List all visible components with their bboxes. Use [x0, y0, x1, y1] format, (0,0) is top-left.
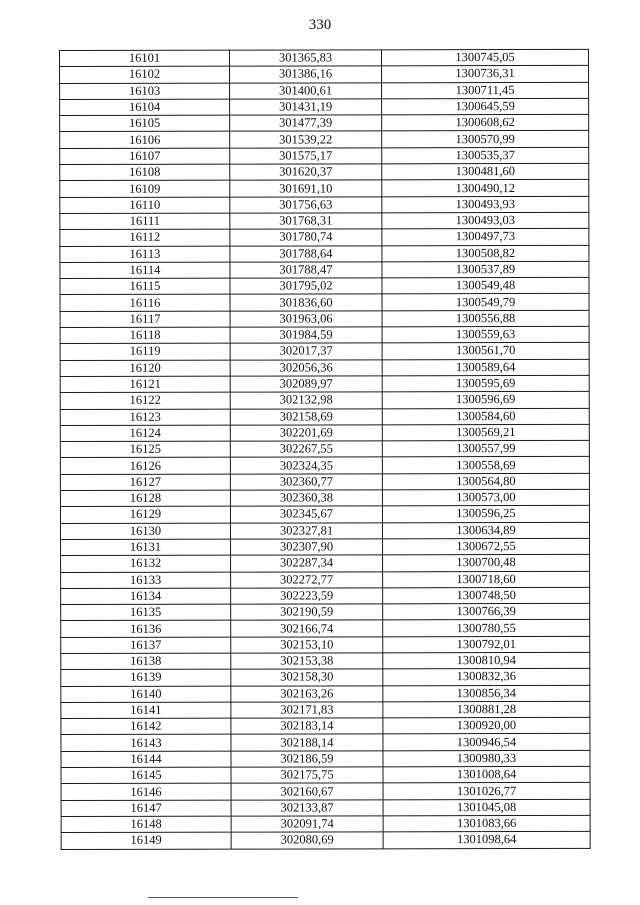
point-number-cell: 16134 — [61, 588, 231, 605]
y-coordinate-cell: 1300920,00 — [383, 718, 590, 735]
table-row — [61, 538, 590, 555]
y-coordinate-cell: 1300881,28 — [383, 701, 590, 718]
table-row — [60, 473, 589, 490]
y-coordinate-cell: 1300718,60 — [383, 571, 590, 588]
point-number-cell: 16143 — [61, 735, 231, 752]
x-coordinate-cell: 301400,61 — [230, 82, 382, 99]
table-row — [60, 359, 589, 376]
x-coordinate-cell: 302160,67 — [231, 783, 383, 800]
point-number-cell: 16103 — [60, 83, 230, 100]
table-row — [61, 636, 590, 653]
y-coordinate-cell: 1301083,66 — [383, 815, 590, 832]
y-coordinate-cell: 1300810,94 — [383, 652, 590, 669]
y-coordinate-cell: 1300634,89 — [382, 522, 589, 539]
x-coordinate-cell: 302360,38 — [230, 490, 382, 507]
x-coordinate-cell: 301575,17 — [230, 148, 382, 165]
x-coordinate-cell: 302360,77 — [230, 474, 382, 491]
y-coordinate-cell: 1300780,55 — [383, 620, 590, 637]
y-coordinate-cell: 1300946,54 — [383, 734, 590, 751]
table-row — [61, 685, 590, 702]
table-row — [60, 441, 589, 458]
x-coordinate-cell: 301788,64 — [230, 245, 382, 262]
point-number-cell: 16105 — [60, 115, 230, 132]
x-coordinate-cell: 301756,63 — [230, 196, 382, 213]
y-coordinate-cell: 1300672,55 — [383, 538, 590, 555]
y-coordinate-cell: 1300596,25 — [382, 506, 589, 523]
point-number-cell: 16117 — [60, 311, 230, 328]
table-row — [60, 180, 589, 197]
x-coordinate-cell: 302267,55 — [230, 441, 382, 458]
x-coordinate-cell: 302163,26 — [231, 685, 383, 702]
y-coordinate-cell: 1300608,62 — [382, 115, 589, 132]
y-coordinate-cell: 1300595,69 — [382, 375, 589, 392]
y-coordinate-cell: 1300573,00 — [382, 489, 589, 506]
table-row — [60, 49, 589, 66]
y-coordinate-cell: 1300645,59 — [382, 98, 589, 115]
x-coordinate-cell: 301795,02 — [230, 278, 382, 295]
y-coordinate-cell: 1300766,39 — [383, 603, 590, 620]
x-coordinate-cell: 302186,59 — [231, 751, 383, 768]
coordinates-table-body — [60, 49, 591, 849]
y-coordinate-cell: 1300980,33 — [383, 750, 590, 767]
y-coordinate-cell: 1300856,34 — [383, 685, 590, 702]
table-row — [60, 424, 589, 441]
x-coordinate-cell: 302324,35 — [230, 457, 382, 474]
table-row — [60, 66, 589, 83]
x-coordinate-cell: 301780,74 — [230, 229, 382, 246]
table-row — [61, 652, 590, 669]
table-row — [61, 587, 590, 604]
x-coordinate-cell: 302153,38 — [231, 653, 383, 670]
y-coordinate-cell: 1301026,77 — [383, 783, 590, 800]
point-number-cell: 16111 — [60, 213, 230, 230]
y-coordinate-cell: 1300481,60 — [382, 163, 589, 180]
table-row — [60, 82, 589, 99]
point-number-cell: 16131 — [61, 539, 231, 556]
x-coordinate-cell: 302171,83 — [231, 702, 383, 719]
y-coordinate-cell: 1301008,64 — [383, 766, 590, 783]
table-row — [60, 343, 589, 360]
y-coordinate-cell: 1300497,73 — [382, 229, 589, 246]
table-row — [61, 620, 590, 637]
point-number-cell: 16125 — [60, 441, 230, 458]
x-coordinate-cell: 301836,60 — [230, 294, 382, 311]
y-coordinate-cell: 1300490,12 — [382, 180, 589, 197]
point-number-cell: 16102 — [60, 66, 230, 83]
x-coordinate-cell: 302133,87 — [231, 799, 383, 816]
point-number-cell: 16138 — [61, 653, 231, 670]
table-row — [60, 310, 589, 327]
point-number-cell: 16132 — [61, 555, 231, 572]
point-number-cell: 16148 — [61, 816, 231, 833]
y-coordinate-cell: 1300549,48 — [382, 278, 589, 295]
table-row — [61, 766, 590, 783]
point-number-cell: 16123 — [60, 409, 230, 426]
table-row — [60, 375, 589, 392]
point-number-cell: 16107 — [60, 148, 230, 165]
point-number-cell: 16130 — [60, 523, 230, 540]
y-coordinate-cell: 1300537,89 — [382, 261, 589, 278]
x-coordinate-cell: 302153,10 — [231, 637, 383, 654]
point-number-cell: 16149 — [61, 832, 231, 849]
table-row — [60, 229, 589, 246]
point-number-cell: 16109 — [60, 181, 230, 198]
point-number-cell: 16127 — [60, 474, 230, 491]
x-coordinate-cell: 302272,77 — [231, 571, 383, 588]
x-coordinate-cell: 302158,30 — [231, 669, 383, 686]
y-coordinate-cell: 1300748,50 — [383, 587, 590, 604]
table-row — [61, 799, 590, 816]
x-coordinate-cell: 302132,98 — [230, 392, 382, 409]
x-coordinate-cell: 302089,97 — [230, 376, 382, 393]
y-coordinate-cell: 1300584,60 — [382, 408, 589, 425]
table-row — [61, 750, 590, 767]
table-row — [61, 783, 590, 800]
point-number-cell: 16118 — [60, 327, 230, 344]
point-number-cell: 16137 — [61, 637, 231, 654]
point-number-cell: 16104 — [60, 99, 230, 116]
coordinates-table — [59, 49, 591, 850]
x-coordinate-cell: 302190,59 — [231, 604, 383, 621]
point-number-cell: 16135 — [61, 604, 231, 621]
table-row — [61, 718, 590, 735]
table-row — [60, 506, 589, 523]
y-coordinate-cell: 1300493,93 — [382, 196, 589, 213]
x-coordinate-cell: 302175,75 — [231, 767, 383, 784]
x-coordinate-cell: 302056,36 — [230, 359, 382, 376]
x-coordinate-cell: 302158,69 — [230, 408, 382, 425]
point-number-cell: 16101 — [60, 50, 230, 67]
y-coordinate-cell: 1300569,21 — [382, 424, 589, 441]
y-coordinate-cell: 1300558,69 — [382, 457, 589, 474]
point-number-cell: 16141 — [61, 702, 231, 719]
point-number-cell: 16114 — [60, 262, 230, 279]
y-coordinate-cell: 1300700,48 — [383, 555, 590, 572]
table-row — [61, 603, 590, 620]
point-number-cell: 16115 — [60, 278, 230, 295]
x-coordinate-cell: 302166,74 — [231, 620, 383, 637]
x-coordinate-cell: 302091,74 — [231, 816, 383, 833]
table-row — [60, 212, 589, 229]
x-coordinate-cell: 302307,90 — [231, 539, 383, 556]
point-number-cell: 16139 — [61, 669, 231, 686]
table-row — [60, 392, 589, 409]
x-coordinate-cell: 302080,69 — [231, 832, 383, 849]
table-row — [61, 555, 590, 572]
point-number-cell: 16116 — [60, 295, 230, 312]
x-coordinate-cell: 302017,37 — [230, 343, 382, 360]
x-coordinate-cell: 301431,19 — [230, 99, 382, 116]
point-number-cell: 16144 — [61, 751, 231, 768]
y-coordinate-cell: 1301045,08 — [383, 799, 590, 816]
x-coordinate-cell: 302327,81 — [230, 522, 382, 539]
table-row — [61, 832, 590, 849]
point-number-cell: 16146 — [61, 784, 231, 801]
table-row — [60, 115, 589, 132]
y-coordinate-cell: 1300832,36 — [383, 669, 590, 686]
point-number-cell: 16110 — [60, 197, 230, 214]
y-coordinate-cell: 1300564,80 — [382, 473, 589, 490]
point-number-cell: 16128 — [60, 490, 230, 507]
point-number-cell: 16106 — [60, 132, 230, 149]
point-number-cell: 16119 — [60, 343, 230, 360]
x-coordinate-cell: 301788,47 — [230, 262, 382, 279]
y-coordinate-cell: 1300535,37 — [382, 147, 589, 164]
point-number-cell: 16112 — [60, 229, 230, 246]
table-row — [60, 278, 589, 295]
x-coordinate-cell: 301768,31 — [230, 213, 382, 230]
point-number-cell: 16121 — [60, 376, 230, 393]
x-coordinate-cell: 302188,14 — [231, 734, 383, 751]
y-coordinate-cell: 1300570,99 — [382, 131, 589, 148]
x-coordinate-cell: 302345,67 — [230, 506, 382, 523]
table-row — [60, 522, 589, 539]
point-number-cell: 16145 — [61, 767, 231, 784]
bottom-rule — [148, 897, 298, 898]
table-row — [61, 701, 590, 718]
point-number-cell: 16124 — [60, 425, 230, 442]
point-number-cell: 16113 — [60, 246, 230, 263]
table-row — [60, 489, 589, 506]
table-row — [60, 131, 589, 148]
y-coordinate-cell: 1300559,63 — [382, 326, 589, 343]
point-number-cell: 16133 — [61, 572, 231, 589]
x-coordinate-cell: 301620,37 — [230, 164, 382, 181]
table-row — [60, 408, 589, 425]
point-number-cell: 16108 — [60, 164, 230, 181]
y-coordinate-cell: 1300589,64 — [382, 359, 589, 376]
point-number-cell: 16136 — [61, 621, 231, 638]
y-coordinate-cell: 1300556,88 — [382, 310, 589, 327]
y-coordinate-cell: 1300596,69 — [382, 392, 589, 409]
x-coordinate-cell: 302287,34 — [231, 555, 383, 572]
y-coordinate-cell: 1300508,82 — [382, 245, 589, 262]
point-number-cell: 16122 — [60, 392, 230, 409]
table-row — [60, 163, 589, 180]
x-coordinate-cell: 301984,59 — [230, 327, 382, 344]
table-row — [60, 326, 589, 343]
table-row — [60, 245, 589, 262]
point-number-cell: 16120 — [60, 360, 230, 377]
table-row — [60, 98, 589, 115]
point-number-cell: 16126 — [60, 458, 230, 475]
x-coordinate-cell: 302201,69 — [230, 425, 382, 442]
x-coordinate-cell: 301477,39 — [230, 115, 382, 132]
y-coordinate-cell: 1300736,31 — [382, 66, 589, 83]
point-number-cell: 16142 — [61, 718, 231, 735]
y-coordinate-cell: 1300561,70 — [382, 343, 589, 360]
table-row — [60, 294, 589, 311]
x-coordinate-cell: 302223,59 — [231, 588, 383, 605]
table-row — [60, 196, 589, 213]
y-coordinate-cell: 1300745,05 — [382, 49, 589, 66]
x-coordinate-cell: 301539,22 — [230, 131, 382, 148]
table-row — [61, 815, 590, 832]
y-coordinate-cell: 1300711,45 — [382, 82, 589, 99]
x-coordinate-cell: 301365,83 — [230, 50, 382, 67]
point-number-cell: 16129 — [60, 506, 230, 523]
x-coordinate-cell: 301963,06 — [230, 311, 382, 328]
table-row — [61, 734, 590, 751]
y-coordinate-cell: 1301098,64 — [383, 832, 590, 849]
y-coordinate-cell: 1300493,03 — [382, 212, 589, 229]
page-number: 330 — [308, 17, 332, 33]
table-row — [60, 261, 589, 278]
x-coordinate-cell: 302183,14 — [231, 718, 383, 735]
table-row — [60, 457, 589, 474]
point-number-cell: 16140 — [61, 686, 231, 703]
point-number-cell: 16147 — [61, 800, 231, 817]
table-row — [61, 669, 590, 686]
table-row — [61, 571, 590, 588]
x-coordinate-cell: 301691,10 — [230, 180, 382, 197]
y-coordinate-cell: 1300792,01 — [383, 636, 590, 653]
y-coordinate-cell: 1300549,79 — [382, 294, 589, 311]
table-row — [60, 147, 589, 164]
y-coordinate-cell: 1300557,99 — [382, 441, 589, 458]
x-coordinate-cell: 301386,16 — [230, 66, 382, 83]
